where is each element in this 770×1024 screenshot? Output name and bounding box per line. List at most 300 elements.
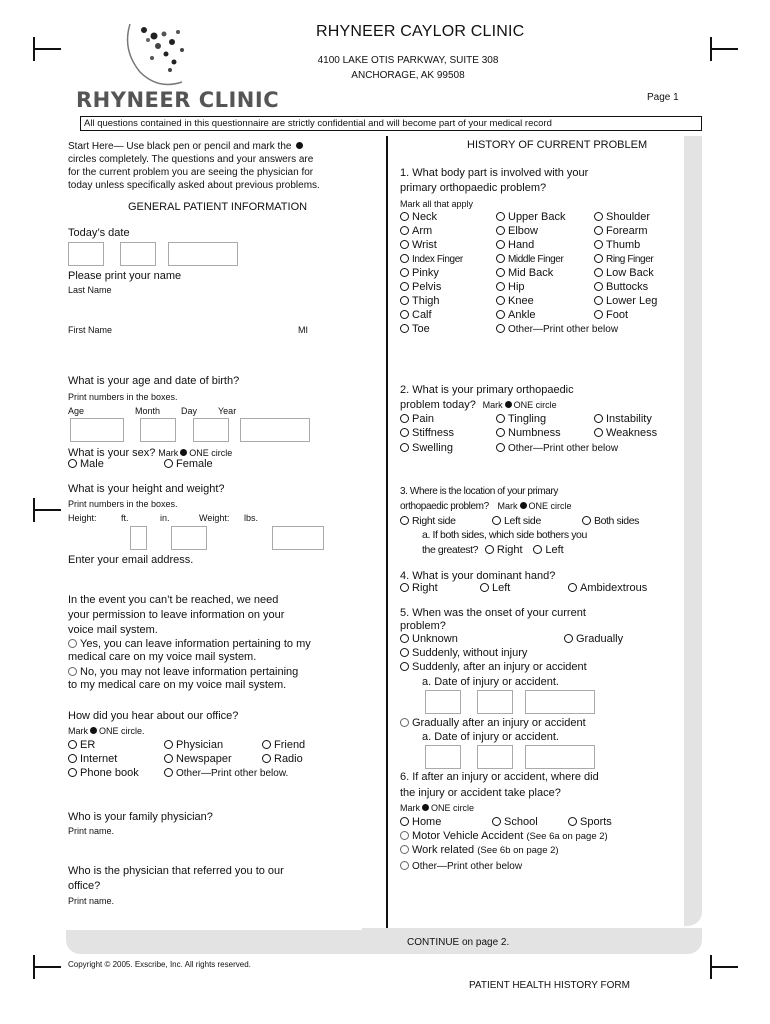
logo-wordmark: RHYNEER CLINIC [76, 88, 280, 112]
checkbox-circle-icon [496, 296, 505, 305]
radio-circle-icon [582, 516, 591, 525]
option-label: Radio [274, 753, 303, 765]
injury2-day-box[interactable] [477, 745, 513, 769]
option-label: Stiffness [412, 427, 454, 439]
option-label: Elbow [508, 225, 538, 237]
radio-circle-icon [68, 740, 77, 749]
problem-option[interactable] [594, 413, 652, 426]
footer-shade [66, 928, 702, 954]
option-label: Yes, you can leave information pertaining to my [80, 638, 311, 650]
voicemail-yes-option[interactable] [68, 638, 311, 664]
q1-line-2: primary orthopaedic problem? [400, 182, 547, 194]
option-label-2: to my medical care on my voice mail system. [68, 679, 287, 691]
body-part-grid [400, 211, 690, 341]
hear-er-option[interactable] [68, 739, 95, 752]
hear-friend-option[interactable] [262, 739, 305, 752]
footer-white-left [66, 920, 362, 930]
hear-mark-hint [68, 725, 145, 737]
radio-circle-icon [400, 648, 409, 657]
option-label: Tingling [508, 413, 547, 425]
radio-circle-icon [68, 768, 77, 777]
option-label: Right [412, 582, 438, 594]
body-part-option[interactable] [496, 309, 536, 322]
q2-line-1: 2. What is your primary orthopaedic [400, 384, 574, 396]
checkbox-circle-icon [496, 282, 505, 291]
injury-year-box[interactable] [525, 690, 595, 714]
filled-circle-icon [422, 804, 429, 811]
body-part-option[interactable] [400, 323, 430, 336]
radio-circle-icon [68, 667, 77, 676]
dob-month-box[interactable] [140, 418, 176, 442]
location-option[interactable] [582, 515, 639, 528]
problem-option[interactable] [496, 442, 618, 455]
checkbox-circle-icon [496, 226, 505, 235]
date-year-box[interactable] [168, 242, 238, 266]
option-label: Other—Print other below. [176, 768, 289, 779]
body-part-option[interactable] [400, 253, 463, 266]
checkbox-circle-icon [400, 310, 409, 319]
date-day-box[interactable] [120, 242, 156, 266]
dob-year-box[interactable] [240, 418, 310, 442]
option-label: Ankle [508, 309, 536, 321]
general-heading: GENERAL PATIENT INFORMATION [128, 201, 308, 213]
date-month-box[interactable] [68, 242, 104, 266]
q3-line-2 [400, 500, 572, 514]
greatest-left-option[interactable] [533, 544, 563, 556]
radio-circle-icon [496, 443, 505, 452]
body-part-option[interactable] [496, 211, 565, 224]
history-heading: HISTORY OF CURRENT PROBLEM [467, 139, 648, 151]
option-label: Foot [606, 309, 629, 321]
q3-line-1: 3. Where is the location of your primary [400, 486, 558, 497]
place-home-option[interactable] [400, 816, 441, 829]
checkbox-circle-icon [594, 268, 603, 277]
place-work-option[interactable] [400, 844, 559, 857]
radio-circle-icon [164, 459, 173, 468]
filled-circle-icon [180, 449, 187, 456]
form-name: PATIENT HEALTH HISTORY FORM [469, 980, 630, 991]
injury-date-label: a. Date of injury or accident. [422, 676, 559, 688]
body-part-option[interactable] [496, 295, 534, 308]
checkbox-circle-icon [400, 296, 409, 305]
radio-circle-icon [496, 428, 505, 437]
q2-line-2 [400, 398, 557, 412]
option-label: Shoulder [606, 211, 651, 223]
checkbox-circle-icon [594, 296, 603, 305]
onset-sudden-option[interactable] [400, 647, 527, 660]
referring-question-1: Who is the physician that referred you to our [68, 865, 284, 877]
q4-question: 4. What is your dominant hand? [400, 570, 556, 582]
place-school-option[interactable] [492, 816, 538, 829]
body-part-option[interactable] [594, 211, 650, 224]
body-part-option[interactable] [496, 253, 563, 266]
q5-line-1: 5. When was the onset of your current [400, 607, 586, 619]
one-circle-label: ONE circle [189, 448, 233, 458]
q5-line-2: problem? [400, 620, 446, 632]
q3-text: orthopaedic problem? [400, 501, 489, 512]
onset-sudden-injury-option[interactable] [400, 661, 587, 674]
option-label: Right [496, 544, 523, 556]
option-note: (See 6b on page 2) [477, 845, 559, 856]
radio-circle-icon [496, 414, 505, 423]
option-label: Pain [412, 413, 435, 425]
dominant-hand-option[interactable] [568, 582, 647, 595]
option-label: Work related [412, 844, 475, 856]
radio-circle-icon [594, 414, 603, 423]
age-question: What is your age and date of birth? [68, 375, 240, 387]
body-part-option[interactable] [594, 281, 648, 294]
place-other-option[interactable] [400, 860, 522, 873]
print-numbers-hint-2: Print numbers in the boxes. [68, 499, 178, 509]
option-label: Left side [504, 515, 541, 527]
q6-line-2: the injury or accident take place? [400, 787, 561, 799]
body-part-option[interactable] [400, 281, 441, 294]
option-label: School [504, 816, 538, 828]
option-label: Neck [412, 211, 438, 223]
body-part-option[interactable] [594, 225, 648, 238]
body-part-option[interactable] [400, 211, 437, 224]
radio-circle-icon [262, 740, 271, 749]
option-label: Both sides [594, 515, 640, 527]
last-name-label: Last Name [68, 285, 112, 295]
onset-gradual-injury-option[interactable] [400, 717, 586, 730]
radio-circle-icon [400, 718, 409, 727]
body-part-option[interactable] [400, 225, 432, 238]
body-part-option[interactable] [496, 267, 553, 280]
q1-mark-hint: Mark all that apply [400, 199, 474, 209]
q3a-line-2 [422, 543, 564, 557]
option-label: Pelvis [412, 281, 442, 293]
radio-circle-icon [400, 831, 409, 840]
lbs-label: lbs. [244, 513, 259, 523]
height-weight-question: What is your height and weight? [68, 483, 225, 495]
problem-option[interactable] [496, 427, 561, 440]
height-label: Height: [68, 513, 97, 523]
voicemail-line-1: In the event you can’t be reached, we need [68, 594, 279, 606]
greatest-right-option[interactable] [485, 544, 523, 556]
radio-circle-icon [400, 634, 409, 643]
q3a-line-1: a. If both sides, which side bothers you [422, 529, 587, 541]
radio-circle-icon [164, 740, 173, 749]
body-part-option[interactable] [594, 253, 653, 266]
age-label: Age [68, 406, 85, 416]
day-label: Day [181, 406, 198, 416]
option-label: Low Back [606, 267, 654, 279]
option-label: Thigh [412, 295, 440, 307]
problem-option[interactable] [400, 427, 454, 440]
radio-circle-icon [400, 845, 409, 854]
body-part-option[interactable] [496, 225, 538, 238]
option-label: Unknown [412, 633, 458, 645]
intro-line-1: Start Here— Use black pen or pencil and mark the [68, 141, 292, 152]
radio-circle-icon [594, 428, 603, 437]
radio-circle-icon [400, 583, 409, 592]
option-label: Phone book [80, 767, 139, 779]
option-label: Internet [80, 753, 118, 765]
option-label: Other—Print other below [508, 324, 619, 335]
option-label: Pinky [412, 267, 439, 279]
checkbox-circle-icon [400, 282, 409, 291]
checkbox-circle-icon [594, 212, 603, 221]
radio-circle-icon [485, 545, 494, 554]
checkbox-circle-icon [594, 240, 603, 249]
filled-circle-icon [90, 727, 97, 734]
injury2-year-box[interactable] [525, 745, 595, 769]
intro-text [68, 140, 320, 192]
body-part-option[interactable] [594, 267, 654, 280]
in-label: in. [160, 513, 170, 523]
body-part-option[interactable] [496, 281, 525, 294]
option-label: Instability [606, 413, 652, 425]
option-label: Knee [508, 295, 534, 307]
radio-circle-icon [480, 583, 489, 592]
address-line-1: 4100 LAKE OTIS PARKWAY, SUITE 308 [317, 55, 499, 66]
option-label: Arm [412, 225, 433, 237]
voicemail-line-3: voice mail system. [68, 624, 158, 636]
option-label: Hand [508, 239, 535, 251]
height-in-box[interactable] [171, 526, 207, 550]
dominant-hand-option[interactable] [480, 582, 510, 595]
one-circle-label: ONE circle [513, 400, 557, 410]
hear-radio-option[interactable] [262, 753, 303, 766]
checkbox-circle-icon [400, 240, 409, 249]
option-label: Buttocks [606, 281, 649, 293]
option-label: Other—Print other below [508, 443, 619, 454]
body-part-option[interactable] [496, 323, 618, 336]
radio-circle-icon [400, 414, 409, 423]
voicemail-line-2: your permission to leave information on your [68, 609, 285, 621]
sex-female-option[interactable] [164, 458, 213, 471]
age-box[interactable] [70, 418, 124, 442]
checkbox-circle-icon [400, 324, 409, 333]
mark-label: Mark [68, 726, 88, 736]
option-label: Upper Back [508, 211, 566, 223]
q3a-text: the greatest? [422, 544, 479, 556]
sex-male-option[interactable] [68, 458, 104, 471]
checkbox-circle-icon [496, 212, 505, 221]
email-label: Enter your email address. [68, 554, 194, 566]
one-circle-label: ONE circle [528, 501, 572, 511]
voicemail-question [68, 593, 284, 637]
body-part-option[interactable] [594, 239, 640, 252]
option-label: Newspaper [176, 753, 232, 765]
radio-circle-icon [164, 754, 173, 763]
radio-circle-icon [568, 583, 577, 592]
option-label: Mid Back [508, 267, 554, 279]
problem-option[interactable] [496, 413, 546, 426]
place-mva-option[interactable] [400, 830, 608, 843]
radio-circle-icon [564, 634, 573, 643]
option-label: Wrist [412, 239, 437, 251]
radio-circle-icon [400, 662, 409, 671]
checkbox-circle-icon [594, 310, 603, 319]
option-label: Gradually after an injury or accident [412, 717, 586, 729]
radio-circle-icon [400, 817, 409, 826]
copyright: Copyright © 2005. Exscribe, Inc. All rights reserved. [68, 960, 251, 969]
option-label: Suddenly, after an injury or accident [412, 661, 587, 673]
checkbox-circle-icon [496, 240, 505, 249]
onset-gradually-option[interactable] [564, 633, 623, 646]
radio-circle-icon [68, 754, 77, 763]
injury2-month-box[interactable] [425, 745, 461, 769]
option-label: Left [545, 544, 564, 556]
option-label: Suddenly, without injury [412, 647, 528, 659]
radio-circle-icon [492, 516, 501, 525]
hear-other-option[interactable] [164, 767, 288, 780]
voicemail-no-option[interactable] [68, 666, 298, 692]
page-label: Page 1 [647, 92, 679, 103]
radio-circle-icon [400, 516, 409, 525]
column-divider [386, 136, 388, 928]
mark-label: Mark [482, 400, 503, 410]
radio-circle-icon [400, 861, 409, 870]
height-ft-box[interactable] [130, 526, 147, 550]
year-label: Year [218, 406, 237, 416]
checkbox-circle-icon [496, 324, 505, 333]
problem-option[interactable] [594, 427, 657, 440]
intro-line-2: circles completely. The questions and your answers are [68, 154, 314, 165]
month-label: Month [135, 406, 161, 416]
address-line-2: ANCHORAGE, AK 99508 [351, 70, 465, 81]
radio-circle-icon [533, 545, 542, 554]
option-label: Middle Finger [508, 254, 564, 265]
one-circle-label: ONE circle [431, 803, 475, 813]
continue-note: CONTINUE on page 2. [407, 937, 510, 948]
option-label: Calf [412, 309, 432, 321]
problem-option[interactable] [400, 413, 434, 426]
body-part-option[interactable] [400, 309, 432, 322]
body-part-option[interactable] [594, 295, 657, 308]
print-name-hint: Print name. [68, 826, 115, 836]
option-label: ER [80, 739, 96, 751]
filled-circle-icon [505, 401, 512, 408]
mark-label: Mark [400, 803, 420, 813]
option-label: Physician [176, 739, 224, 751]
radio-circle-icon [68, 639, 77, 648]
option-label: Gradually [576, 633, 624, 645]
option-label: Toe [412, 323, 430, 335]
q2-text: problem today? [400, 399, 476, 411]
location-option[interactable] [492, 515, 541, 528]
injury-date-label-2: a. Date of injury or accident. [422, 731, 559, 743]
clinic-logo [112, 10, 212, 90]
option-label: Weakness [606, 427, 658, 439]
radio-circle-icon [400, 443, 409, 452]
option-label: Swelling [412, 442, 453, 454]
injury-month-box[interactable] [425, 690, 461, 714]
checkbox-circle-icon [594, 282, 603, 291]
checkbox-circle-icon [594, 254, 603, 263]
one-circle-label: ONE circle. [99, 726, 145, 736]
option-label: Sports [580, 816, 612, 828]
radio-circle-icon [164, 768, 173, 777]
onset-unknown-option[interactable] [400, 633, 458, 646]
mark-label: Mark [158, 448, 179, 458]
injury-day-box[interactable] [477, 690, 513, 714]
hear-phonebook-option[interactable] [68, 767, 139, 780]
option-label: Lower Leg [606, 295, 658, 307]
print-numbers-hint: Print numbers in the boxes. [68, 392, 178, 402]
checkbox-circle-icon [400, 254, 409, 263]
option-label: Left [492, 582, 511, 594]
mark-label: Mark [497, 501, 518, 511]
option-label: Male [80, 458, 104, 470]
option-label: Numbness [508, 427, 561, 439]
radio-circle-icon [262, 754, 271, 763]
dob-day-box[interactable] [193, 418, 229, 442]
todays-date-label: Today’s date [68, 227, 130, 239]
checkbox-circle-icon [496, 254, 505, 263]
confidential-banner: All questions contained in this questionnaire are strictly confidential and will become part of your medical record [80, 116, 702, 131]
checkbox-circle-icon [400, 212, 409, 221]
weight-label: Weight: [199, 513, 230, 523]
ft-label: ft. [121, 513, 129, 523]
hear-physician-option[interactable] [164, 739, 223, 752]
hear-internet-option[interactable] [68, 753, 117, 766]
clinic-name: RHYNEER CAYLOR CLINIC [316, 23, 525, 40]
q1-line-1: 1. What body part is involved with your [400, 167, 589, 179]
place-sports-option[interactable] [568, 816, 612, 829]
option-label: Ambidextrous [580, 582, 648, 594]
body-part-option[interactable] [400, 267, 439, 280]
option-label: Motor Vehicle Accident [412, 830, 524, 842]
q6-mark-hint [400, 802, 474, 814]
checkbox-circle-icon [400, 226, 409, 235]
body-part-option[interactable] [400, 239, 437, 252]
filled-circle-icon [296, 142, 303, 149]
body-part-option[interactable] [400, 295, 440, 308]
option-label: Friend [274, 739, 306, 751]
checkbox-circle-icon [400, 268, 409, 277]
radio-circle-icon [68, 459, 77, 468]
q6-line-1: 6. If after an injury or accident, where did [400, 771, 599, 783]
print-name-label: Please print your name [68, 270, 182, 282]
family-physician-question: Who is your family physician? [68, 811, 213, 823]
filled-circle-icon [520, 502, 527, 509]
option-label: Forearm [606, 225, 648, 237]
radio-circle-icon [568, 817, 577, 826]
option-label: Ring Finger [606, 254, 654, 265]
first-name-label: First Name [68, 325, 113, 335]
print-name-hint-2: Print name. [68, 896, 115, 906]
referring-question-2: office? [68, 880, 101, 892]
option-label: Thumb [606, 239, 641, 251]
dominant-hand-option[interactable] [400, 582, 438, 595]
option-label: Other—Print other below [412, 861, 523, 872]
radio-circle-icon [400, 428, 409, 437]
option-label: Hip [508, 281, 525, 293]
weight-box[interactable] [272, 526, 324, 550]
body-part-option[interactable] [594, 309, 628, 322]
checkbox-circle-icon [496, 310, 505, 319]
option-label: Index Finger [412, 254, 463, 265]
hear-newspaper-option[interactable] [164, 753, 232, 766]
problem-option[interactable] [400, 442, 453, 455]
option-label-2: medical care on my voice mail system. [68, 651, 257, 663]
option-label: Home [412, 816, 442, 828]
option-label: No, you may not leave information pertaining [80, 666, 299, 678]
checkbox-circle-icon [594, 226, 603, 235]
body-part-option[interactable] [496, 239, 534, 252]
location-option[interactable] [400, 515, 456, 528]
hear-question: How did you hear about our office? [68, 710, 239, 722]
option-label: Female [176, 458, 213, 470]
radio-circle-icon [492, 817, 501, 826]
checkbox-circle-icon [496, 268, 505, 277]
option-label: Right side [412, 515, 456, 527]
intro-line-4: today unless specifically asked about previous problems. [68, 180, 320, 191]
mi-label: MI [298, 325, 308, 335]
